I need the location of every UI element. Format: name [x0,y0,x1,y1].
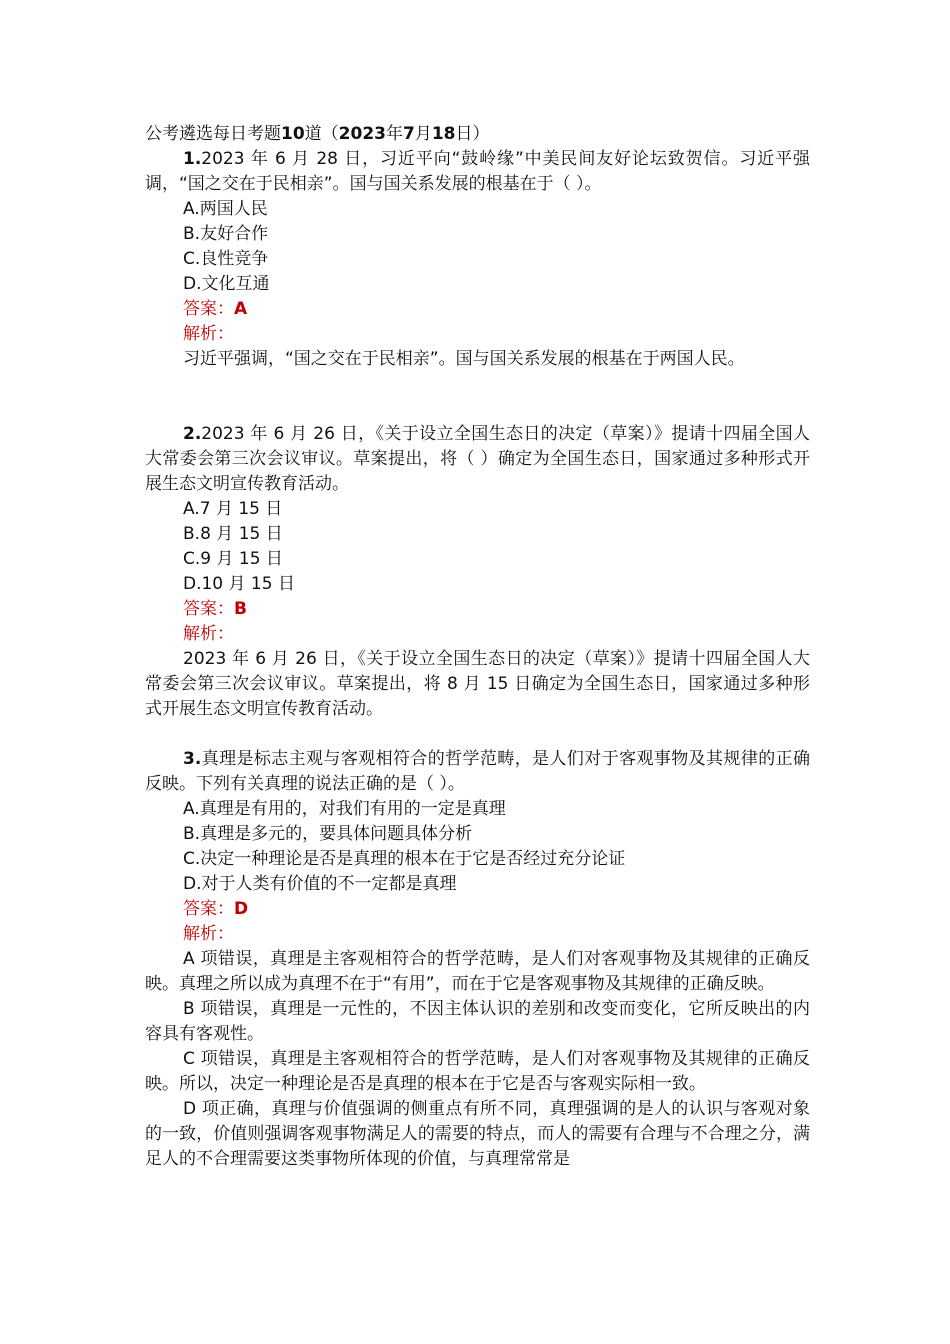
question-1 [145,147,810,372]
answer-label: 答案： [183,899,234,919]
title-day: 18 [431,124,456,144]
answer-value: A [234,299,248,319]
question-number: 3. [183,749,202,769]
question-stem [145,147,810,197]
question-stem [145,747,810,797]
answer-value: B [234,599,247,619]
answer-value: D [234,899,249,919]
title-yue: 月 [414,124,432,144]
title-nian: 年 [386,124,403,144]
spacer [145,372,810,422]
title-count: 10 [281,124,305,144]
title-year: 2023 [338,124,386,144]
answer-line [145,297,810,322]
question-number: 2. [183,424,202,444]
analysis-paragraph: 2023 年 6 月 26 日，《关于设立全国生态日的决定（草案）》提请十四届全国人大常委会第三次会议审议。草案提出，将 8 月 15 日确定为全国生态日，国家通过多种形式开展生态文明宣传教育活动。 [145,649,810,719]
title-middle: 道（ [304,124,339,144]
spacer [145,722,810,747]
option-a: A.两国人民 [183,199,268,219]
question-text: 2023 年 6 月 26 日，《关于设立全国生态日的决定（草案）》提请十四届全国人大常委会第三次会议审议。草案提出，将（ ）确定为全国生态日，国家通过多种形式开展生态文明宣传教育活动。 [145,424,810,494]
analysis-paragraph: 习近平强调，“国之交在于民相亲”。国与国关系发展的根基在于两国人民。 [183,349,745,369]
question-text: 真理是标志主观与客观相符合的哲学范畴，是人们对于客观事物及其规律的正确反映。下列有关真理的说法正确的是（ ）。 [145,749,810,794]
option-d: D.文化互通 [183,274,270,294]
analysis-label: 解析： [183,324,234,344]
option-d: D.对于人类有价值的不一定都是真理 [183,874,457,894]
option-c: C.良性竞争 [183,249,269,269]
option-a: A.7 月 15 日 [183,499,283,519]
question-number: 1. [183,149,202,169]
answer-label: 答案： [183,299,234,319]
title-ri-close: 日） [455,124,490,144]
option-b: B.真理是多元的，要具体问题具体分析 [183,824,473,844]
option-a: A.真理是有用的，对我们有用的一定是真理 [183,799,506,819]
question-2 [145,422,810,722]
title-month: 7 [403,124,415,144]
analysis-paragraph-b: B 项错误，真理是一元性的，不因主体认识的差别和改变而变化，它所反映出的内容具有客观性。 [145,999,810,1044]
title-prefix: 公考遴选每日考题 [145,124,281,144]
answer-label: 答案： [183,599,234,619]
option-c: C.9 月 15 日 [183,549,283,569]
question-text: 2023 年 6 月 28 日，习近平向“鼓岭缘”中美民间友好论坛致贺信。习近平强调，“国之交在于民相亲”。国与国关系发展的根基在于（ ）。 [145,149,810,194]
analysis-paragraph-d: D 项正确，真理与价值强调的侧重点有所不同，真理强调的是人的认识与客观对象的一致，价值则强调客观事物满足人的需要的特点，而人的需要有合理与不合理之分，满足人的不合理需要这类事物所体现的价值，与真理常常是 [145,1099,810,1169]
question-3 [145,747,810,1172]
analysis-paragraph-a: A 项错误，真理是主客观相符合的哲学范畴，是人们对客观事物及其规律的正确反映。真理之所以成为真理不在于“有用”，而在于它是客观事物及其规律的正确反映。 [145,949,810,994]
analysis-label: 解析： [183,924,234,944]
option-c: C.决定一种理论是否是真理的根本在于它是否经过充分论证 [183,849,626,869]
option-b: B.友好合作 [183,224,269,244]
answer-line [145,897,810,922]
analysis-paragraph-c: C 项错误，真理是主客观相符合的哲学范畴，是人们对客观事物及其规律的正确反映。所以，决定一种理论是否是真理的根本在于它是否与客观实际相一致。 [145,1049,810,1094]
analysis-label: 解析： [183,624,234,644]
document-page [145,122,810,1172]
option-b: B.8 月 15 日 [183,524,283,544]
question-stem [145,422,810,497]
answer-line [145,597,810,622]
document-title [145,122,810,147]
option-d: D.10 月 15 日 [183,574,295,594]
